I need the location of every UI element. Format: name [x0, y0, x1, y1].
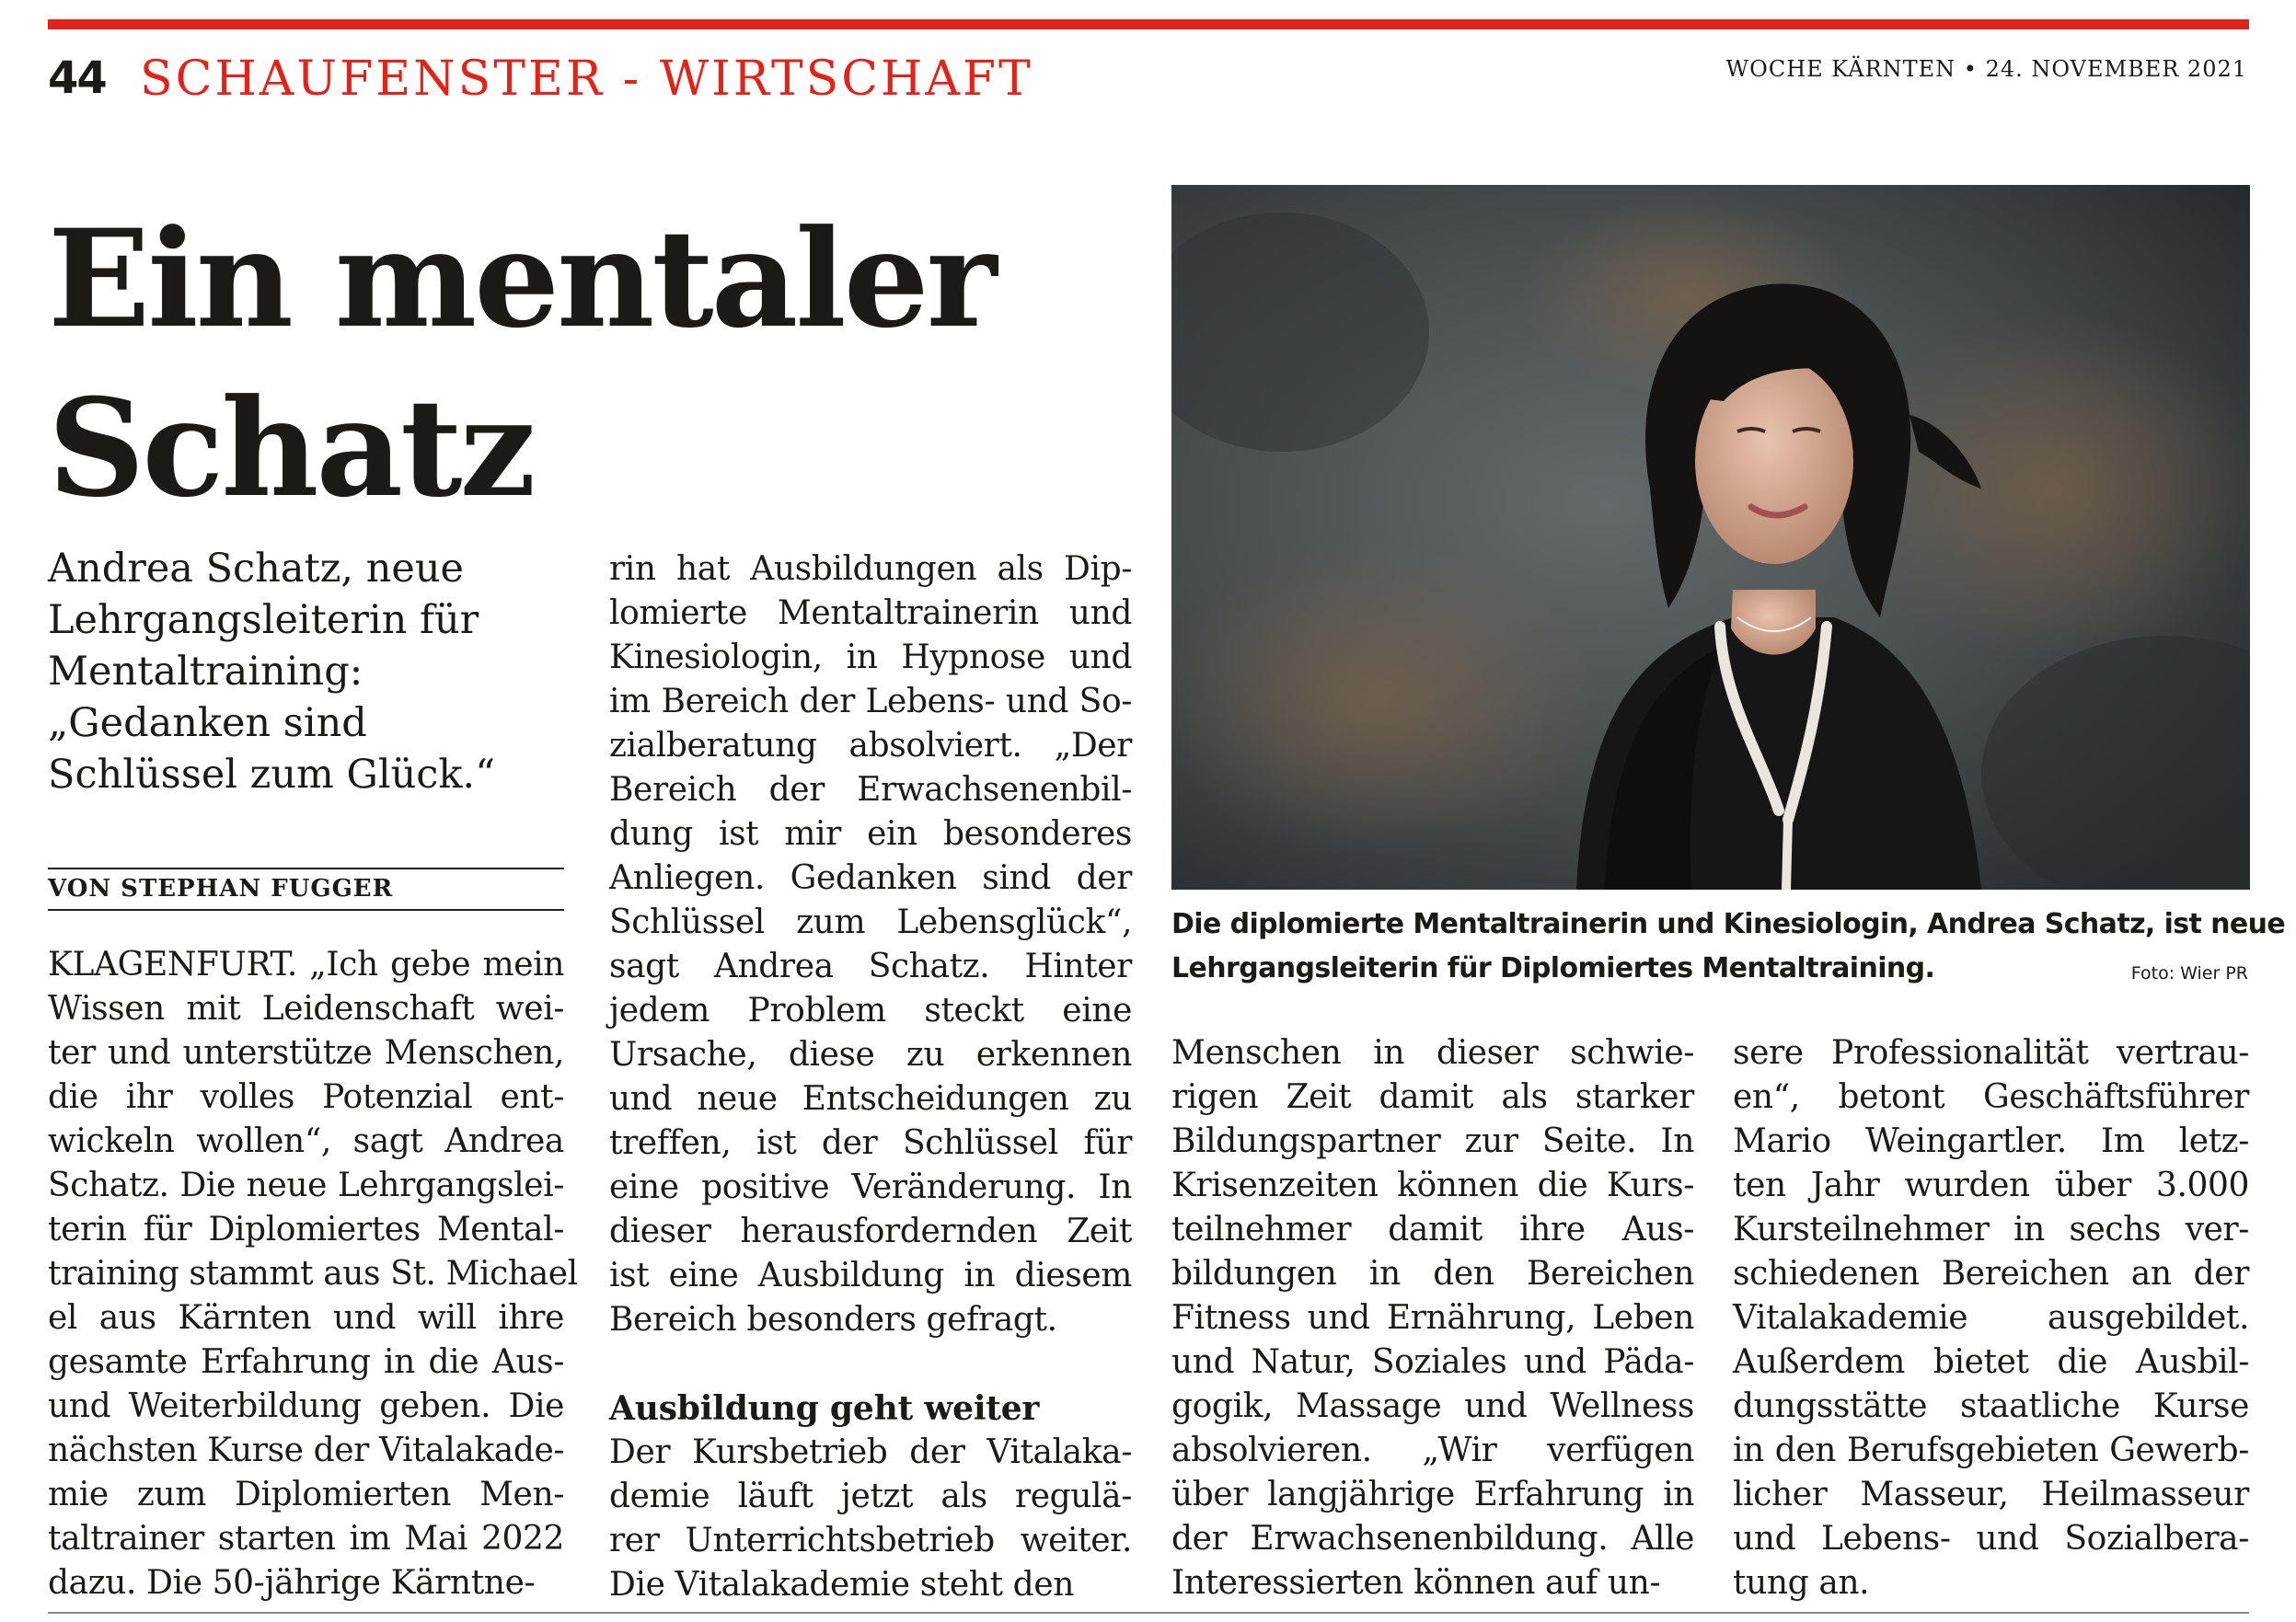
text-line: mie zum Diplomierten Men-: [48, 1476, 564, 1513]
text-line: Bereich der Erwachsenenbil-: [609, 771, 1132, 809]
text-line: und neue Entscheidungen zu: [609, 1080, 1132, 1118]
text-line: en“, betont Geschäftsführer: [1733, 1078, 2249, 1116]
text-line: Krisenzeiten können die Kurs-: [1171, 1167, 1694, 1204]
text-line: teilnehmer damit ihre Aus-: [1171, 1211, 1694, 1248]
text-line: Kursteilnehmer in sechs ver-: [1733, 1211, 2249, 1248]
text-line: Kinesiologin, in Hypnose und: [609, 638, 1132, 676]
lead-line: Schlüssel zum Glück.“: [48, 752, 496, 798]
text-line: jedem Problem steckt eine: [609, 992, 1132, 1030]
text-line: dungsstätte staatliche Kurse: [1733, 1387, 2249, 1425]
text-line: dung ist mir ein besonderes: [609, 815, 1132, 853]
caption-line: Lehrgangsleiterin für Diplomiertes Mentaltraining.: [1171, 952, 1935, 984]
text-line: licher Masseur, Heilmasseur: [1733, 1476, 2249, 1513]
text-line: Vitalakademie ausgebildet.: [1733, 1299, 2249, 1337]
subheading: Ausbildung geht weiter: [609, 1389, 1040, 1428]
photo-credit: Foto: Wier PR: [2130, 963, 2248, 984]
text-line: Bildungspartner zur Seite. In: [1171, 1122, 1694, 1160]
text-line: demie läuft jetzt als regulä-: [609, 1478, 1132, 1515]
text-line: dieser herausfordernden Zeit: [609, 1213, 1132, 1250]
text-line: schiedenen Bereichen an der: [1733, 1255, 2249, 1293]
text-line: gesamte Erfahrung in die Aus-: [48, 1343, 564, 1381]
text-line: ist eine Ausbildung in diesem: [609, 1257, 1132, 1294]
page-number: 44: [48, 52, 106, 104]
text-line: Anliegen. Gedanken sind der: [609, 859, 1132, 897]
text-line: Ursache, diese zu erkennen: [609, 1036, 1132, 1074]
text-line: treffen, ist der Schlüssel für: [609, 1124, 1132, 1162]
lead-line: Lehrgangsleiterin für: [48, 597, 479, 643]
article-headline: [48, 195, 1125, 534]
text-line: Mario Weingartler. Im letz-: [1733, 1122, 2249, 1160]
headline-line: Ein mentaler: [48, 201, 995, 358]
section-title: SCHAUFENSTER - WIRTSCHAFT: [140, 52, 1033, 107]
text-line: rer Unterrichtsbetrieb weiter.: [609, 1522, 1132, 1559]
byline: VON STEPHAN FUGGER: [48, 875, 394, 903]
text-line: training stammt aus St. Michael: [48, 1255, 578, 1293]
article-column-2: [609, 547, 1132, 1607]
headline-line: Schatz: [48, 370, 534, 527]
article-lead: [48, 543, 582, 800]
text-line: gogik, Massage und Wellness: [1171, 1387, 1694, 1425]
text-line: lomierte Mentaltrainerin und: [609, 594, 1132, 632]
photo-caption: [1171, 903, 2286, 991]
text-line: Wissen mit Leidenschaft wei-: [48, 990, 564, 1028]
text-line: ter und unterstütze Menschen,: [48, 1034, 564, 1072]
article-column-3: [1171, 1031, 1694, 1605]
text-line: bildungen in den Bereichen: [1171, 1255, 1694, 1293]
portrait-photo: [1171, 185, 2250, 890]
text-line: Der Kursbetrieb der Vitalaka-: [609, 1433, 1132, 1471]
text-line: und Natur, Soziales und Päda-: [1171, 1343, 1694, 1381]
text-line: absolvieren. „Wir verfügen: [1171, 1432, 1694, 1469]
text-line: sagt Andrea Schatz. Hinter: [609, 948, 1132, 985]
text-line: Bereich besonders gefragt.: [609, 1301, 1057, 1339]
text-line: terin für Diplomiertes Mental-: [48, 1211, 564, 1248]
text-line: Interessierten können auf un-: [1171, 1564, 1661, 1602]
text-line: tung an.: [1733, 1564, 1870, 1602]
text-line: rin hat Ausbildungen als Dip-: [609, 550, 1132, 588]
article-column-4: [1733, 1031, 2249, 1605]
text-line: im Bereich der Lebens- und So-: [609, 683, 1132, 720]
text-line: über langjährige Erfahrung in: [1171, 1476, 1694, 1513]
caption-line: Die diplomierte Mentaltrainerin und Kinesiologin, Andrea Schatz, ist neue: [1171, 908, 2286, 940]
text-line: wickeln wollen“, sagt Andrea: [48, 1122, 564, 1160]
lead-line: „Gedanken sind: [48, 700, 367, 746]
text-line: und Weiterbildung geben. Die: [48, 1387, 564, 1425]
text-line: rigen Zeit damit als starker: [1171, 1078, 1694, 1116]
text-line: KLAGENFURT. „Ich gebe mein: [48, 946, 564, 984]
text-line: in den Berufsgebieten Gewerb-: [1733, 1432, 2249, 1469]
text-line: die ihr volles Potenzial ent-: [48, 1078, 564, 1116]
bottom-rule: [48, 1612, 2249, 1614]
text-line: dazu. Die 50-jährige Kärntne-: [48, 1564, 536, 1602]
text-line: und Lebens- und Sozialbera-: [1733, 1520, 2249, 1558]
text-line: taltrainer starten im Mai 2022: [48, 1520, 564, 1558]
text-line: el aus Kärnten und will ihre: [48, 1299, 564, 1337]
paragraph-gap: [609, 1342, 1132, 1386]
portrait-illustration: [1171, 185, 2250, 890]
text-line: sere Professionalität vertrau-: [1733, 1034, 2249, 1072]
text-line: Fitness und Ernährung, Leben: [1171, 1299, 1694, 1337]
text-line: der Erwachsenenbildung. Alle: [1171, 1520, 1694, 1558]
byline-rule-bottom: [48, 909, 564, 911]
text-line: Außerdem bietet die Ausbil-: [1733, 1343, 2249, 1381]
text-line: Schatz. Die neue Lehrgangslei-: [48, 1167, 564, 1204]
publication-date: WOCHE KÄRNTEN • 24. NOVEMBER 2021: [1725, 56, 2247, 82]
lead-line: Mentaltraining:: [48, 649, 363, 695]
text-line: nächsten Kurse der Vitalakade-: [48, 1432, 565, 1469]
lead-line: Andrea Schatz, neue: [48, 546, 465, 592]
text-line: zialberatung absolviert. „Der: [609, 727, 1132, 765]
text-line: Die Vitalakademie steht den: [609, 1566, 1075, 1604]
text-line: Menschen in dieser schwie-: [1171, 1034, 1694, 1072]
byline-rule-top: [48, 868, 564, 869]
top-red-bar: [48, 19, 2249, 29]
article-column-1: [48, 943, 578, 1605]
text-line: Schlüssel zum Lebensglück“,: [609, 903, 1132, 941]
text-line: eine positive Veränderung. In: [609, 1168, 1132, 1206]
text-line: ten Jahr wurden über 3.000: [1733, 1167, 2249, 1204]
